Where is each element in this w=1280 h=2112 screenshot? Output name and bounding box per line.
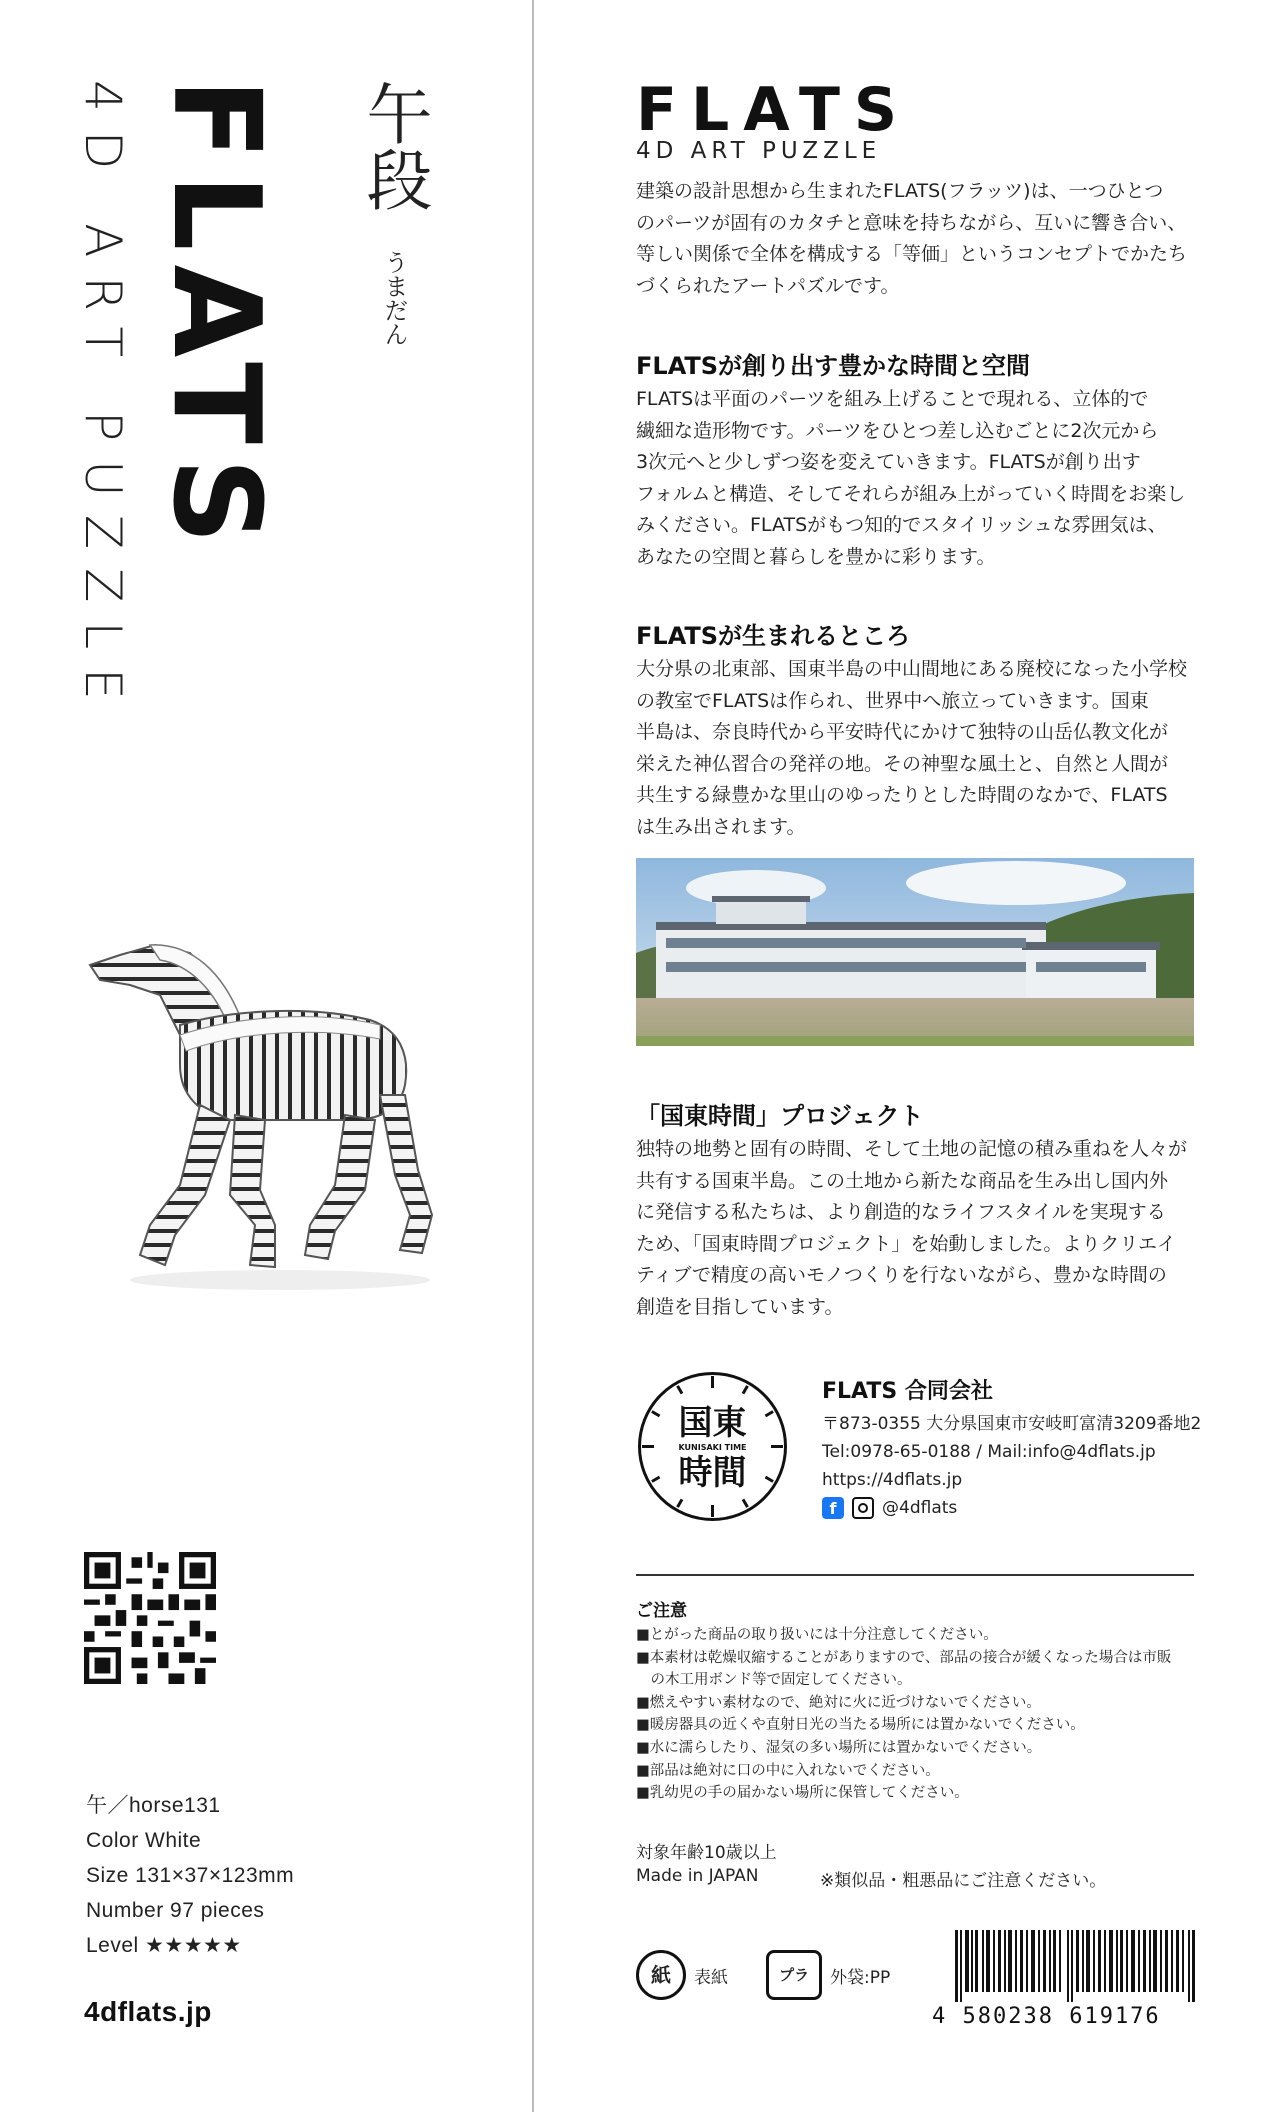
text-line: 半島は、奈良時代から平安時代にかけて独特の山岳仏教文化が: [636, 721, 1169, 743]
text-line: の教室でFLATSは作られ、世界中へ旅立っていきます。国東: [636, 689, 1149, 712]
brand-vertical-title: FLATS: [146, 78, 285, 559]
paper-recycle-mark: [636, 1950, 728, 2000]
spec-model: 午／horse131: [86, 1794, 221, 1817]
text-line: みください。FLATSがもつ知的でスタイリッシュな雰囲気は、: [636, 514, 1167, 536]
flats-logo-subtitle: 4D ART PUZZLE: [636, 138, 882, 164]
text-line: FLATSは平面のパーツを組み上げることで現れる、立体的で: [636, 388, 1149, 410]
text-line: 3次元へと少しずつ姿を変えていきます。FLATSが創り出す: [636, 451, 1141, 473]
panel-divider: [532, 0, 534, 2112]
plastic-recycle-mark: [766, 1950, 890, 2000]
text-line: 建築の設計思想から生まれたFLATS(フラッツ)は、一つひとつ: [636, 180, 1164, 202]
caution-item: の木工用ボンド等で固定してください。: [636, 1672, 912, 1689]
horse-puzzle-image: [80, 935, 440, 1305]
text-line: づくられたアートパズルです。: [636, 274, 900, 297]
paper-recycle-label: 表紙: [694, 1967, 728, 1988]
text-line: 創造を目指しています。: [636, 1295, 844, 1318]
school-building-photo: [636, 858, 1194, 1046]
qr-code[interactable]: [84, 1552, 216, 1684]
text-line: に発信する私たちは、より創造的なライフスタイルを実現する: [636, 1201, 1166, 1223]
text-line: ティブで精度の高いモノつくりを行ないながら、豊かな時間の: [636, 1264, 1167, 1286]
caution-item: ■燃えやすい素材なので、絶対に火に近づけないでください。: [636, 1694, 1041, 1711]
website-link[interactable]: 4dflats.jp: [84, 1996, 212, 2027]
company-address: 〒873-0355 大分県国東市安岐町富清3209番地2: [822, 1414, 1202, 1434]
section-heading: FLATSが創り出す豊かな時間と空間: [636, 352, 1031, 380]
caution-item: ■乳幼児の手の届かない場所に保管してください。: [636, 1785, 969, 1802]
text-line: は生み出されます。: [636, 815, 806, 838]
made-in: Made in JAPAN: [636, 1866, 759, 1886]
text-line: 大分県の北東部、国東半島の中山間地にある廃校になった小学校: [636, 658, 1188, 680]
social-handle[interactable]: @4dflats: [882, 1498, 958, 1518]
instagram-icon[interactable]: [852, 1497, 874, 1519]
barcode: [955, 1930, 1195, 2002]
social-links: [822, 1494, 1201, 1522]
target-age: 対象年齢10歳以上: [636, 1843, 777, 1863]
text-line: 共生する緑豊かな里山のゆったりとした時間のなかで、FLATS: [636, 784, 1168, 806]
company-tel-mail[interactable]: Tel:0978-65-0188 / Mail:info@4dflats.jp: [822, 1442, 1156, 1462]
caution-item: ■とがった商品の取り扱いには十分注意してください。: [636, 1627, 998, 1643]
text-line: 独特の地勢と固有の時間、そして土地の記憶の積み重ねを人々が: [636, 1138, 1188, 1160]
text-line: あなたの空間と暮らしを豊かに彩ります。: [636, 545, 996, 568]
section-heading: 「国東時間」プロジェクト: [636, 1102, 924, 1130]
text-line: のパーツが固有のカタチと意味を持ちながら、互いに響き合い、: [636, 211, 1187, 234]
section-divider: [636, 1574, 1194, 1576]
intro-paragraph: [636, 176, 1196, 302]
product-reading: うまだん: [380, 250, 408, 346]
section-paragraph: [636, 384, 1196, 573]
text-line: ため、「国東時間プロジェクト」を始動しました。よりクリエイ: [636, 1232, 1176, 1255]
text-line: フォルムと構造、そしてそれらが組み上がっていく時間をお楽し: [636, 482, 1186, 505]
spec-size: Size 131×37×123mm: [86, 1864, 295, 1887]
caution-item: ■暖房器具の近くや直射日光の当たる場所には置かないでください。: [636, 1717, 1085, 1734]
text-line: 等しい関係で全体を構成する「等価」というコンセプトでかたち: [636, 243, 1188, 265]
spec-color: Color White: [86, 1829, 202, 1852]
caution-item: ■水に濡らしたり、湿気の多い場所には置かないでください。: [636, 1739, 1042, 1756]
spec-level: Level ★★★★★: [86, 1934, 242, 1957]
plastic-recycle-icon: プラ: [766, 1950, 822, 2000]
caution-title: ご注意: [636, 1601, 687, 1621]
caution-list: [636, 1624, 1196, 1805]
left-panel: [0, 0, 532, 2112]
company-url[interactable]: https://4dflats.jp: [822, 1470, 963, 1490]
flats-logo: FLATS: [636, 75, 912, 145]
barcode-number: 4 580238 619176: [932, 2004, 1161, 2029]
spec-number: Number 97 pieces: [86, 1899, 265, 1922]
text-line: 共有する国東半島。この土地から新たな商品を生み出し国内外: [636, 1169, 1169, 1192]
section-paragraph: [636, 654, 1196, 843]
facebook-icon[interactable]: f: [822, 1497, 844, 1519]
company-name: FLATS 合同会社: [822, 1379, 993, 1404]
company-contact: [822, 1410, 1201, 1522]
logo-text-top: 国東: [678, 1403, 747, 1443]
logo-text-bottom: 時間: [678, 1453, 747, 1493]
product-name: 午段: [355, 80, 432, 212]
subtitle-vertical: 4D ART PUZZLE: [74, 80, 132, 719]
paper-recycle-icon: 紙: [636, 1950, 686, 2000]
beware-notice: ※類似品・粗悪品にご注意ください。: [820, 1871, 1107, 1891]
plastic-recycle-label: 外袋:PP: [830, 1967, 891, 1988]
product-specs: [86, 1788, 294, 1963]
logo-text-middle: KUNISAKI TIME: [678, 1443, 747, 1452]
text-line: 栄えた神仏習合の発祥の地。その神聖な風土と、自然と人間が: [636, 752, 1169, 775]
text-line: 繊細な造形物です。パーツをひとつ差し込むごとに2次元から: [636, 419, 1159, 442]
caution-item: ■本素材は乾燥収縮することがありますので、部品の接合が緩くなった場合は市販: [636, 1649, 1172, 1666]
caution-item: ■部品は絶対に口の中に入れないでください。: [636, 1762, 940, 1779]
kunisaki-time-logo: [636, 1370, 789, 1523]
section-paragraph: [636, 1134, 1196, 1323]
section-heading: FLATSが生まれるところ: [636, 622, 911, 650]
